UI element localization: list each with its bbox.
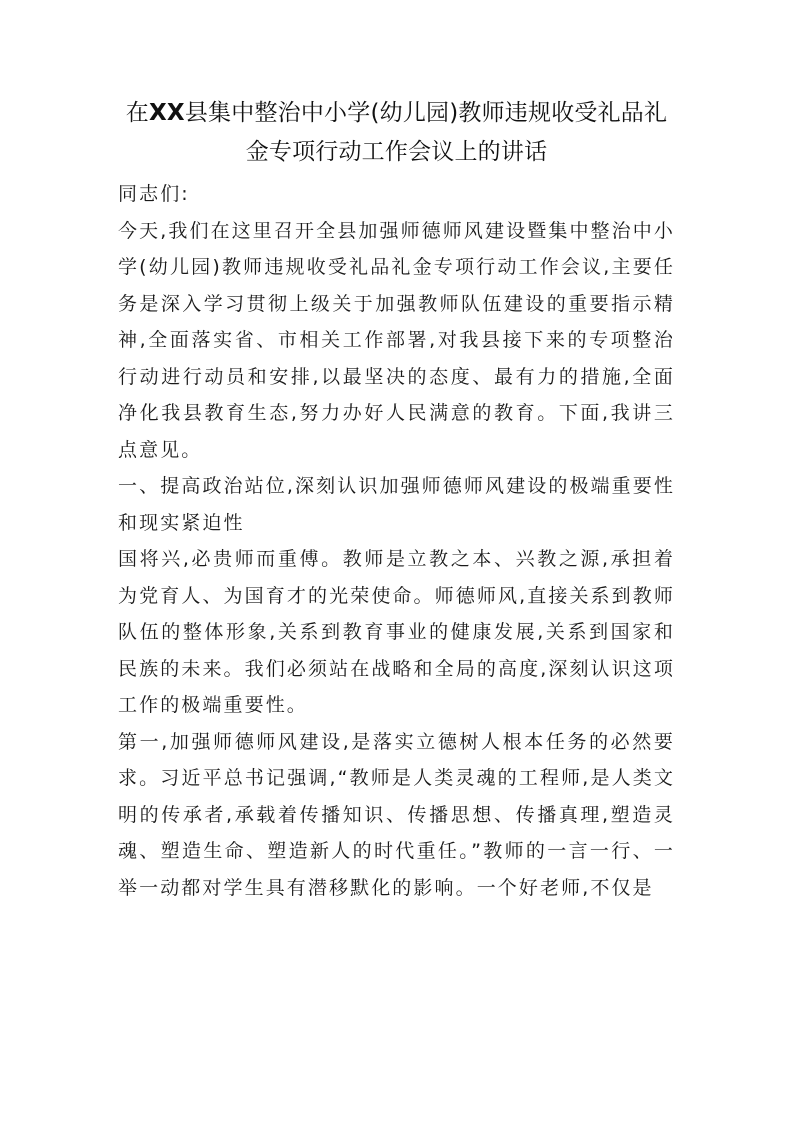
document-title xyxy=(118,94,675,172)
paragraph-section-1-intro: 国将兴,必贵师而重傅。教师是立教之本、兴教之源,承担着为党育人、为国育才的光荣使命。师德师风,直接关系到教师队伍的整体形象,关系到教育事业的健康发展,关系到国家和民族的未来。我们必须站在战略和全局的高度,深刻认识这项工作的极端重要性。 xyxy=(118,548,675,716)
paragraph-point-1: 第一,加强师德师风建设,是落实立德树人根本任务的必然要求。习近平总书记强调,“教师是人类灵魂的工程师,是人类文明的传承者,承载着传播知识、传播思想、传播真理,塑造灵魂、塑造生命、塑造新人的时代重任。”教师的一言一行、一举一动都对学生具有潜移默化的影响。一个好老师,不仅是 xyxy=(118,730,675,899)
title-line-2: 金专项行动工作会议上的讲话 xyxy=(245,139,548,165)
title-bold-placeholder: XX xyxy=(148,100,185,126)
title-prefix: 在 xyxy=(125,100,149,126)
section-heading-1: 一、提高政治站位,深刻认识加强师德师风建设的极端重要性和现实紧迫性 xyxy=(118,475,675,534)
salutation: 同志们: xyxy=(118,183,190,205)
paragraph-opening: 今天,我们在这里召开全县加强师德师风建设暨集中整治中小学(幼儿园)教师违规收受礼品礼金专项行动工作会议,主要任务是深入学习贯彻上级关于加强教师队伍建设的重要指示精神,全面落实省、市相关工作部署,对我县接下来的专项整治行动进行动员和安排,以最坚决的态度、最有力的措施,全面净化我县教育生态,努力办好人民满意的教育。下面,我讲三点意见。 xyxy=(118,219,675,461)
document-body xyxy=(118,176,675,906)
title-rest: 县集中整治中小学(幼儿园)教师违规收受礼品礼 xyxy=(184,100,668,126)
